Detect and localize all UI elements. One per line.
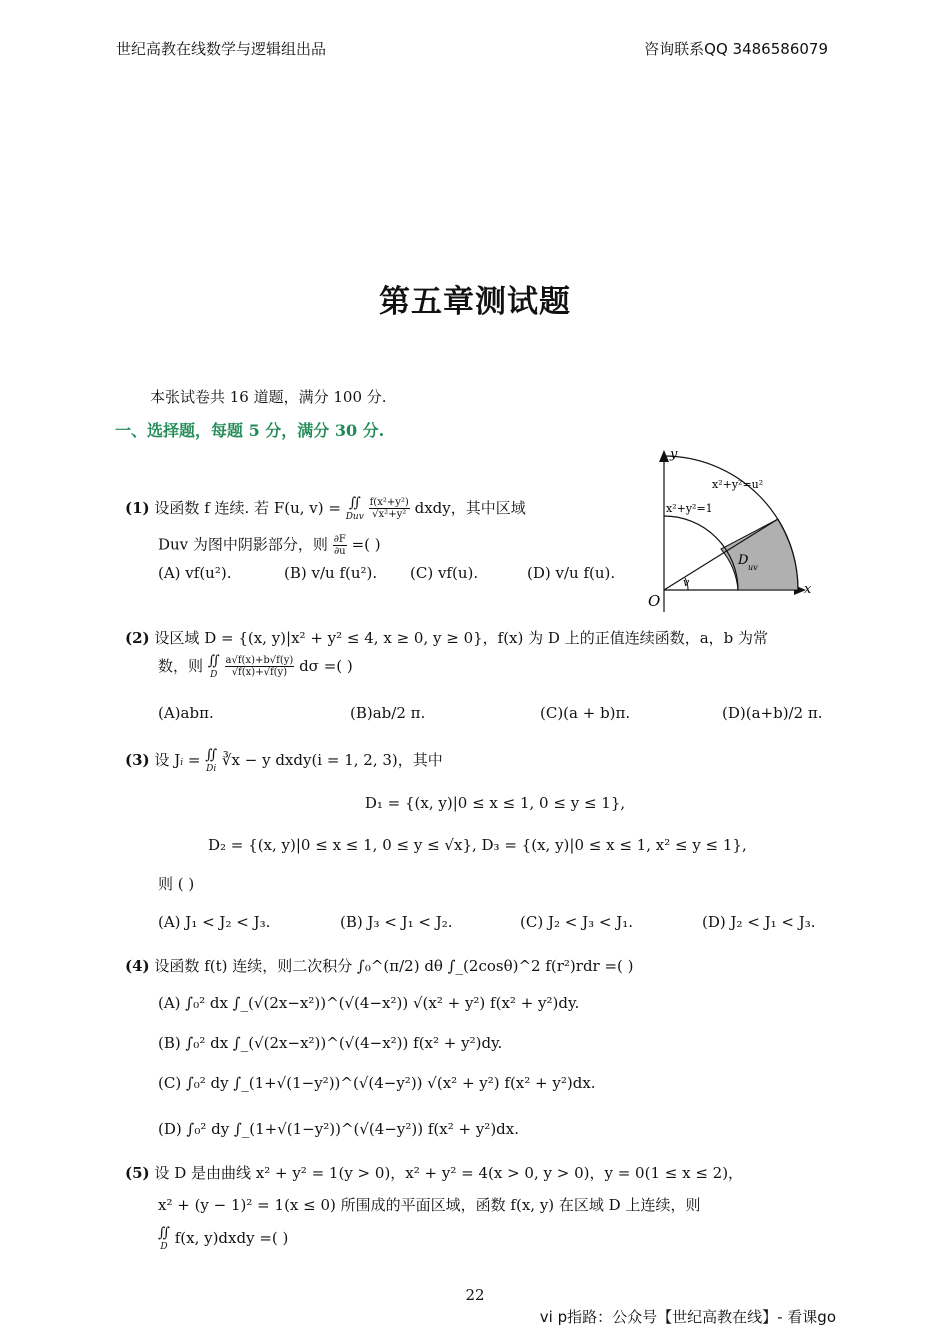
q2-option-a: (A)abπ. bbox=[158, 704, 214, 722]
q2-option-b: (B)ab/2 π. bbox=[350, 704, 426, 722]
q1-text-a: 设函数 f 连续. 若 F(u, v) = bbox=[154, 498, 341, 517]
q5-line2: x² + (y − 1)² = 1(x ≤ 0) 所围成的平面区域，函数 f(x, y) 在区域 D 上连续，则 bbox=[158, 1196, 701, 1214]
q3-text-b: = bbox=[187, 750, 201, 769]
intro-text: 本张试卷共 16 道题，满分 100 分. bbox=[150, 388, 387, 406]
q3-d1: D₁ = {(x, y)|0 ≤ x ≤ 1, 0 ≤ y ≤ 1}, bbox=[364, 794, 626, 812]
q1-option-d: (D) v/u f(u). bbox=[527, 564, 616, 582]
q5-text-a: 设 D 是由曲线 x² + y² = 1(y > 0)，x² + y² = 4(x > 0, y > 0)，y = 0(1 ≤ x ≤ 2)， bbox=[154, 1164, 744, 1182]
q3-option-c: (C) J₂ < J₃ < J₁. bbox=[520, 913, 634, 931]
q5-line1 bbox=[125, 1164, 840, 1184]
q3-number: (3) bbox=[125, 750, 150, 769]
q3-d2-d3: D₂ = {(x, y)|0 ≤ x ≤ 1, 0 ≤ y ≤ √x}, D₃ = {(x, y)|0 ≤ x ≤ 1, x² ≤ y ≤ 1}, bbox=[208, 836, 747, 854]
q1-option-b: (B) v/u f(u²). bbox=[284, 564, 378, 582]
q4-option-c: (C) ∫₀² dy ∫_(1+√(1−y²))^(√(4−y²)) √(x² + y²) f(x² + y²)dx. bbox=[158, 1074, 596, 1092]
q2-text-b: 数，则 bbox=[158, 656, 204, 675]
q1-line2 bbox=[158, 534, 381, 557]
shaded-region-duv bbox=[721, 519, 798, 590]
label-y: y bbox=[670, 447, 678, 462]
q2-option-c: (C)(a + b)π. bbox=[540, 704, 631, 722]
label-x: x bbox=[804, 582, 812, 597]
q5-line3 bbox=[158, 1224, 288, 1254]
q3-line1 bbox=[125, 746, 443, 776]
q2-text-c: dσ =( ) bbox=[299, 656, 353, 675]
q1-line1 bbox=[125, 494, 615, 524]
label-region-sub: uv bbox=[748, 563, 758, 572]
q1-integral: ∬ Duv bbox=[345, 495, 364, 523]
q3-then: 则 ( ) bbox=[158, 875, 195, 893]
q1-text-c: Duv 为图中阴影部分，则 bbox=[158, 535, 328, 554]
label-origin: O bbox=[648, 592, 661, 610]
q4-option-b: (B) ∫₀² dx ∫_(√(2x−x²))^(√(4−x²)) f(x² + y²)dy. bbox=[158, 1034, 503, 1052]
q1-option-c: (C) vf(u). bbox=[410, 564, 479, 582]
page-title: 第五章测试题 bbox=[379, 284, 571, 320]
label-angle: v bbox=[683, 576, 690, 589]
label-big-circle: x²+y²=u² bbox=[712, 478, 764, 491]
q1-text-b: dxdy，其中区域 bbox=[414, 498, 526, 517]
q2-integral: ∬ D bbox=[207, 653, 220, 681]
q3-option-d: (D) J₂ < J₁ < J₃. bbox=[702, 913, 816, 931]
q3-text-a: 设 J bbox=[154, 750, 181, 769]
page-number: 22 bbox=[465, 1286, 485, 1304]
label-region: D bbox=[738, 553, 749, 568]
q1-fraction: $\frac{\text{f(x²+y²)}}{\text{√x²+y²}}$ bbox=[369, 497, 409, 521]
q3-integral: ∬ Di bbox=[205, 747, 218, 775]
q1-option-a: (A) vf(u²). bbox=[158, 564, 232, 582]
q5-number: (5) bbox=[125, 1164, 150, 1182]
section-heading: 一、选择题，每题 5 分，满分 30 分. bbox=[115, 421, 385, 440]
q3-option-b: (B) J₃ < J₁ < J₂. bbox=[340, 913, 453, 931]
q2-text-a: 设区域 D = {(x, y)|x² + y² ≤ 4, x ≥ 0, y ≥ 0}，f(x) 为 D 上的正值连续函数，a，b 为常 bbox=[154, 629, 769, 647]
q4-number: (4) bbox=[125, 957, 150, 975]
header-right: 咨询联系QQ 3486586079 bbox=[644, 40, 828, 58]
q3-text-c: ∛x − y dxdy(i = 1, 2, 3)，其中 bbox=[221, 750, 443, 769]
q1-number: (1) bbox=[125, 498, 150, 517]
q3-option-a: (A) J₁ < J₂ < J₃. bbox=[158, 913, 271, 931]
q3-sub-i: i bbox=[180, 757, 184, 768]
q2-line2 bbox=[158, 652, 353, 682]
q2-fraction: $\frac{a√f(x)+b√f(y)}{√f(x)+√f(y)}$ bbox=[225, 655, 294, 679]
q4-option-a: (A) ∫₀² dx ∫_(√(2x−x²))^(√(4−x²)) √(x² + y²) f(x² + y²)dy. bbox=[158, 994, 580, 1012]
q4-option-d: (D) ∫₀² dy ∫_(1+√(1−y²))^(√(4−y²)) f(x² + y²)dx. bbox=[158, 1120, 519, 1138]
footer-note: vi p指路：公众号【世纪高教在线】- 看课go bbox=[539, 1308, 836, 1326]
label-small-circle: x²+y²=1 bbox=[666, 502, 713, 515]
q1-figure bbox=[630, 440, 820, 615]
header-left: 世纪高教在线数学与逻辑组出品 bbox=[116, 40, 327, 58]
q2-number: (2) bbox=[125, 629, 150, 647]
q1-text-d: =( ) bbox=[351, 535, 381, 554]
q4-text: 设函数 f(t) 连续，则二次积分 ∫₀^(π/2) dθ ∫_(2cosθ)^2 f(r²)rdr =( ) bbox=[154, 957, 634, 975]
q5-integral: ∬ D bbox=[158, 1225, 170, 1253]
q5-text-b: f(x, y)dxdy =( ) bbox=[174, 1228, 289, 1247]
q1-derivative: $\frac{\partial F}{\partial u}$ bbox=[333, 534, 346, 557]
q2-option-d: (D)(a+b)/2 π. bbox=[722, 704, 823, 722]
q2-line1 bbox=[125, 629, 840, 649]
q4-line1 bbox=[125, 957, 634, 977]
